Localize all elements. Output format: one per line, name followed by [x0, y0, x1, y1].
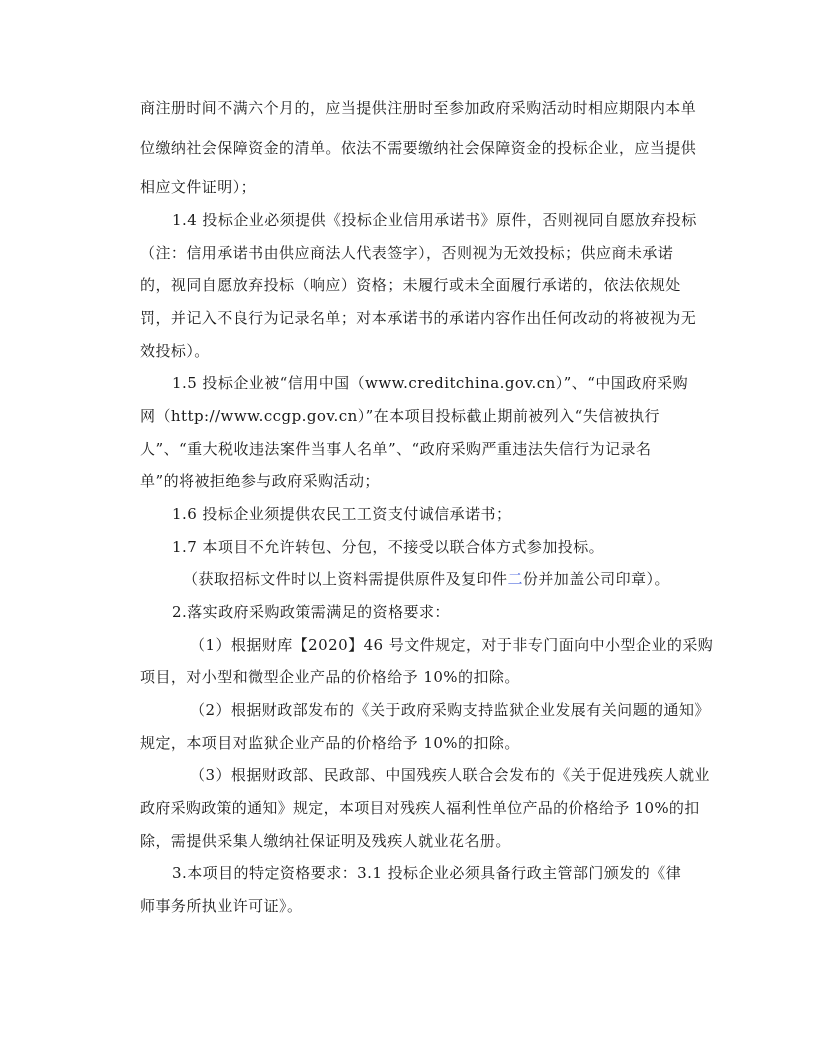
clause-1-7-line: 1.7 本项目不允许转包、分包，不接受以联合体方式参加投标。	[172, 538, 605, 556]
paragraph-line: 相应文件证明）；	[140, 178, 257, 196]
clause-1-5-line: 1.5 投标企业被“信用中国（www.creditchina.gov.cn）”、“中国政府采购	[172, 374, 689, 392]
paragraph-line: 位缴纳社会保障资金的清单。依法不需要缴纳社会保障资金的投标企业，应当提供	[140, 139, 697, 157]
paragraph-line: 网（http://www.ccgp.gov.cn）”在本项目投标截止期前被列入“失信被执行	[140, 407, 661, 425]
paragraph-line: 商注册时间不满六个月的，应当提供注册时至参加政府采购活动时相应期限内本单	[140, 99, 697, 117]
paragraph-line: 项目，对小型和微型企业产品的价格给予 10%的扣除。	[140, 668, 520, 686]
item-3-line: （3）根据财政部、民政部、中国残疾人联合会发布的《关于促进残疾人就业	[190, 766, 710, 784]
section-3-line: 3.本项目的特定资格要求：3.1 投标企业必须具备行政主管部门颁发的《律	[172, 864, 682, 882]
paragraph-line: （注：信用承诺书由供应商法人代表签字），否则视为无效投标；供应商未承诺	[140, 244, 674, 262]
paragraph-line: 除，需提供采集人缴纳社保证明及残疾人就业花名册。	[140, 832, 511, 850]
item-1-line: （1）根据财库【2020】46 号文件规定，对于非专门面向中小型企业的采购	[190, 636, 714, 654]
note-text-start: （获取招标文件时以上资料需提供原件及复印件	[183, 570, 508, 588]
paragraph-line: 人”、“重大税收违法案件当事人名单”、“政府采购严重违法失信行为记录名	[140, 440, 652, 458]
clause-1-4-line: 1.4 投标企业必须提供《投标企业信用承诺书》原件，否则视同自愿放弃投标	[172, 211, 697, 229]
paragraph-line: 的，视同自愿放弃投标（响应）资格；未履行或未全面履行承诺的，依法依规处	[140, 276, 681, 294]
paragraph-line: 效投标）。	[140, 342, 210, 360]
item-2-line: （2）根据财政部发布的《关于政府采购支持监狱企业发展有关问题的通知》	[190, 701, 710, 719]
clause-1-6-line: 1.6 投标企业须提供农民工工资支付诚信承诺书；	[172, 505, 512, 523]
note-text-end: 份并加盖公司印章）。	[522, 570, 670, 588]
paragraph-line: 罚，并记入不良行为记录名单；对本承诺书的承诺内容作出任何改动的将被视为无	[140, 309, 697, 327]
paragraph-line: 师事务所执业许可证》。	[140, 897, 303, 915]
paragraph-line: 单”的将被拒绝参与政府采购活动；	[140, 472, 380, 490]
copy-count-highlight: 二	[507, 570, 523, 588]
paragraph-line: 规定，本项目对监狱企业产品的价格给予 10%的扣除。	[140, 734, 520, 752]
section-2-heading: 2.落实政府采购政策需满足的资格要求：	[172, 603, 450, 621]
paragraph-line: 政府采购政策的通知》规定，本项目对残疾人福利性单位产品的价格给予 10%的扣	[140, 799, 700, 817]
note-line	[183, 569, 670, 589]
